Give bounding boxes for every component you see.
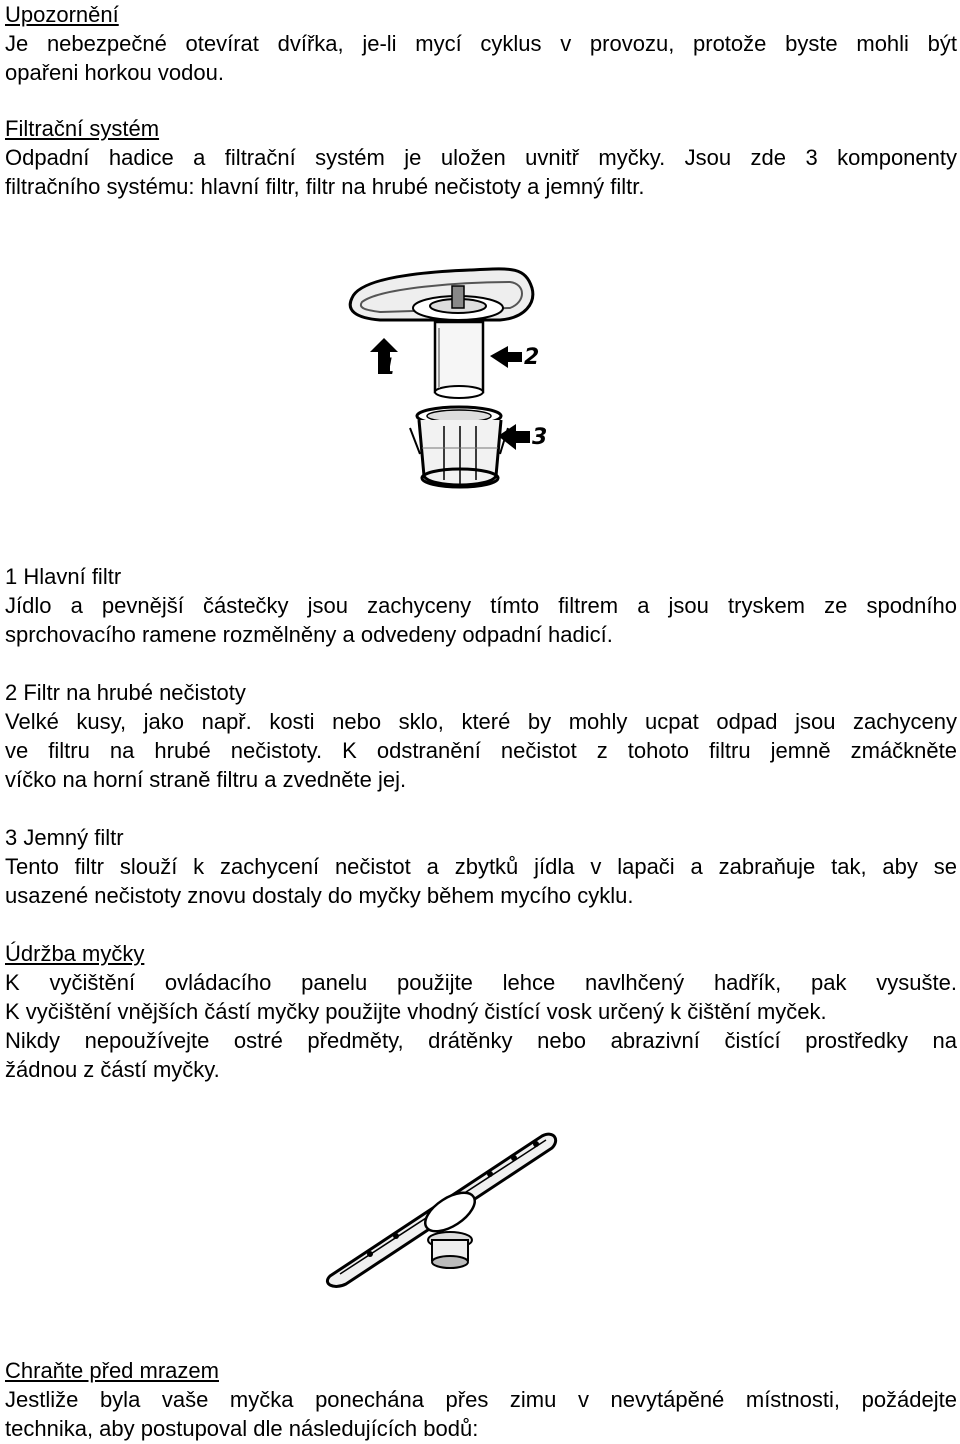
- frost-line-1: Jestliže byla vaše myčka ponechána přes zimu v nevytápěné místnosti, požádejte: [5, 1387, 957, 1412]
- frost-section: [5, 1356, 957, 1443]
- filter-system-line-1: Odpadní hadice a filtrační systém je uložen uvnitř myčky. Jsou zde 3 komponenty: [5, 145, 957, 170]
- maintenance-section: [5, 939, 957, 1084]
- fine-filter-line-1: Tento filtr slouží k zachycení nečistot a zbytků jídla v lapači a zabraňuje tak, aby se: [5, 854, 957, 879]
- warning-heading: Upozornění: [5, 2, 119, 27]
- main-filter-line-1: Jídlo a pevnější částečky jsou zachyceny tímto filtrem a jsou tryskem ze spodního: [5, 593, 957, 618]
- coarse-filter-line-2: ve filtru na hrubé nečistoty. K odstranění nečistot z tohoto filtru jemně zmáčkněte: [5, 738, 957, 763]
- label-3: 3: [532, 425, 548, 450]
- maintenance-line-4: žádnou z částí myčky.: [5, 1057, 220, 1082]
- coarse-filter-section: [5, 678, 957, 794]
- coarse-filter-line-1: Velké kusy, jako např. kosti nebo sklo, které by mohly ucpat odpad jsou zachyceny: [5, 709, 957, 734]
- label-2: 2: [524, 345, 540, 370]
- filter-system-heading: Filtrační systém: [5, 116, 160, 141]
- fine-filter-title: 3 Jemný filtr: [5, 825, 124, 850]
- main-filter-cylinder: [435, 322, 483, 392]
- coarse-filter-title: 2 Filtr na hrubé nečistoty: [5, 680, 246, 705]
- label-1: 1: [380, 355, 396, 380]
- filter-assembly-illustration: [340, 258, 570, 506]
- main-filter-line-2: sprchovacího ramene rozmělněny a odvedeny odpadní hadicí.: [5, 622, 613, 647]
- main-filter-section: [5, 562, 957, 649]
- main-filter-title: 1 Hlavní filtr: [5, 564, 122, 589]
- filter-system-line-2: filtračního systému: hlavní filtr, filtr na hrubé nečistoty a jemný filtr.: [5, 174, 645, 199]
- maintenance-line-3: Nikdy nepoužívejte ostré předměty, drátěnky nebo abrazivní čistící prostředky na: [5, 1028, 957, 1053]
- arrow-2-icon: [490, 346, 522, 368]
- frost-heading: Chraňte před mrazem: [5, 1358, 219, 1383]
- fine-filter-line-2: usazené nečistoty znovu dostaly do myčky během mycího cyklu.: [5, 883, 634, 908]
- maintenance-line-2: K vyčištění vnějších částí myčky použijte vhodný čistící vosk určený k čištění myček.: [5, 999, 827, 1024]
- maintenance-heading: Údržba myčky: [5, 941, 145, 966]
- warning-section: [5, 0, 957, 87]
- filter-system-section: [5, 114, 957, 201]
- coarse-filter-line-3: víčko na horní straně filtru a zvedněte jej.: [5, 767, 407, 792]
- warning-line-2: opařeni horkou vodou.: [5, 60, 224, 85]
- spray-arm-illustration: [310, 1128, 570, 1288]
- fine-filter-section: [5, 823, 957, 910]
- maintenance-line-1: K vyčištění ovládacího panelu použijte lehce navlhčený hadřík, pak vysušte.: [5, 970, 957, 995]
- frost-line-2: technika, aby postupoval dle následujících bodů:: [5, 1416, 479, 1441]
- warning-line-1: Je nebezpečné otevírat dvířka, je-li mycí cyklus v provozu, protože byste mohli být: [5, 31, 957, 56]
